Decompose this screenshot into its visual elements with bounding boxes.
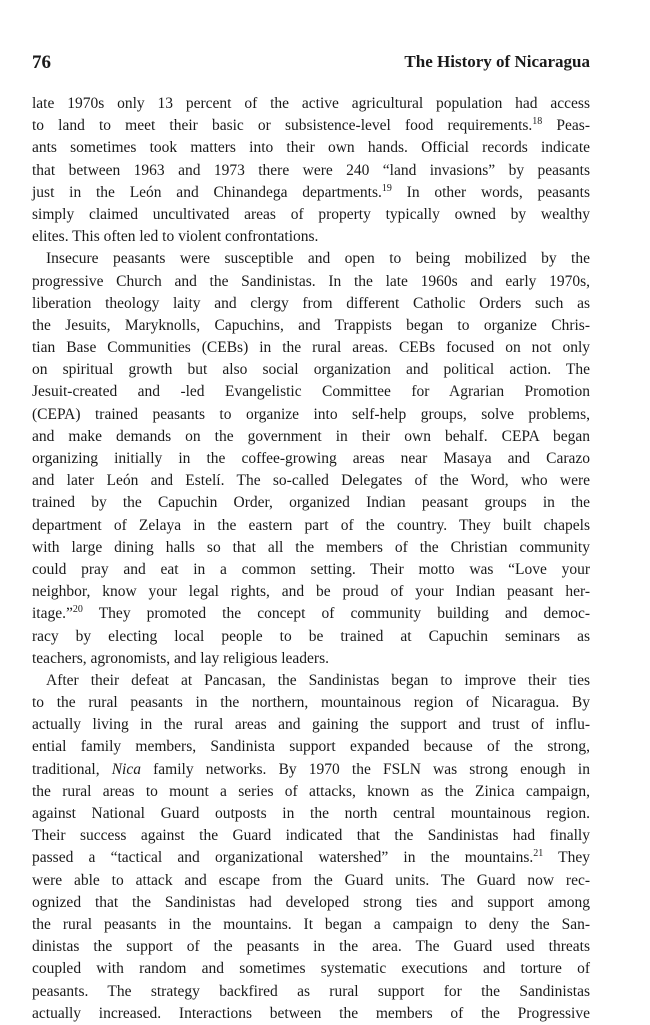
text-line (32, 870, 590, 892)
line-text: neighbor, know your legal rights, and be proud of your Indian peasant her- (32, 583, 590, 601)
line-text: itage.” (32, 605, 73, 623)
text-line (32, 914, 590, 936)
text-line (32, 803, 590, 825)
line-text: trained by the Capuchin Order, organized Indian peasant groups in the (32, 494, 590, 512)
line-text: ants sometimes took matters into their own hands. Official records indicate (32, 139, 590, 157)
line-text: with large dining halls so that all the members of the Christian community (32, 538, 590, 556)
line-text: just in the León and Chinandega departments. (32, 183, 382, 201)
line-text: teachers, agronomists, and lay religious leaders. (32, 649, 329, 667)
line-text: actually increased. Interactions between the members of the Progressive (32, 1004, 590, 1022)
text-line (32, 470, 590, 492)
text-line (32, 182, 590, 204)
text-line (32, 958, 590, 980)
line-text: (CEPA) trained peasants to organize into self-help groups, solve problems, (32, 405, 590, 423)
text-line (32, 271, 590, 293)
text-line (32, 426, 590, 448)
line-text: peasants. The strategy backfired as rural support for the Sandinistas (32, 982, 590, 1000)
line-text-continued: family networks. By 1970 the FSLN was strong enough in (141, 760, 590, 778)
footnote-marker[interactable]: 19 (381, 182, 392, 194)
line-text: the rural areas to mount a series of attacks, known as the Zinica campaign, (32, 782, 590, 800)
text-line (32, 670, 590, 692)
line-text: simply claimed uncultivated areas of property typically owned by wealthy (32, 205, 590, 223)
text-line (32, 293, 590, 315)
text-line (32, 226, 590, 248)
line-text: tian Base Communities (CEBs) in the rural areas. CEBs focused on not only (32, 339, 590, 357)
footnote-marker[interactable]: 20 (72, 604, 83, 616)
line-text-continued: In other words, peasants (391, 183, 590, 201)
text-line (32, 137, 590, 159)
line-text-continued: They (543, 849, 590, 867)
line-text: ential family members, Sandinista support expanded because of the strong, (32, 738, 590, 756)
text-line (32, 337, 590, 359)
line-text: passed a “tactical and organizational watershed” in the mountains. (32, 849, 534, 867)
line-text: elites. This often led to violent confrontations. (32, 228, 319, 246)
footnote-marker[interactable]: 21 (533, 848, 544, 860)
text-line (32, 559, 590, 581)
line-text: were able to attack and escape from the Guard units. The Guard now rec- (32, 871, 590, 889)
line-text: and make demands on the government in their own behalf. CEPA began (32, 427, 590, 445)
text-line (32, 736, 590, 758)
text-line (32, 115, 590, 137)
line-text: and later León and Estelí. The so-called Delegates of the Word, who were (32, 472, 590, 490)
line-text: After their defeat at Pancasan, the Sandinistas began to improve their ties (46, 671, 590, 689)
page-number: 76 (32, 52, 51, 73)
text-line (32, 648, 590, 670)
line-text: Their success against the Guard indicated that the Sandinistas had finally (32, 827, 590, 845)
text-line (32, 603, 590, 625)
text-line (32, 714, 590, 736)
line-text: on spiritual growth but also social organization and political action. The (32, 361, 590, 379)
text-line (32, 537, 590, 559)
text-line (32, 781, 590, 803)
text-line (32, 204, 590, 226)
text-line (32, 759, 590, 781)
line-text: against National Guard outposts in the north central mountainous region. (32, 805, 590, 822)
line-text: ognized that the Sandinistas had developed strong ties and support among (32, 893, 590, 911)
text-line (32, 936, 590, 958)
line-text: to the rural peasants in the northern, mountainous region of Nicaragua. By (32, 694, 590, 712)
line-text: coupled with random and sometimes systematic executions and torture of (32, 960, 590, 978)
text-line (32, 981, 590, 1003)
line-text: Insecure peasants were susceptible and open to being mobilized by the (46, 250, 590, 268)
line-text: traditional, (32, 760, 112, 778)
line-text: the rural peasants in the mountains. It began a campaign to deny the San- (32, 915, 590, 933)
line-text: the Jesuits, Maryknolls, Capuchins, and Trappists began to organize Chris- (32, 316, 590, 334)
line-text: racy by electing local people to be trained at Capuchin seminars as (32, 627, 590, 645)
page-header (32, 52, 590, 74)
text-line (32, 492, 590, 514)
text-line (32, 315, 590, 337)
line-text: that between 1963 and 1973 there were 240 “land invasions” by peasants (32, 161, 590, 179)
text-line (32, 448, 590, 470)
line-text: actually living in the rural areas and gaining the support and trust of influ- (32, 716, 590, 734)
text-line (32, 692, 590, 714)
footnote-marker[interactable]: 18 (532, 116, 543, 128)
text-line (32, 160, 590, 182)
line-text: late 1970s only 13 percent of the active agricultural population had access (32, 95, 590, 112)
text-line (32, 515, 590, 537)
text-line (32, 581, 590, 603)
line-text: Jesuit-created and -led Evangelistic Committee for Agrarian Promotion (32, 383, 590, 401)
text-line (32, 248, 590, 270)
text-line (32, 359, 590, 381)
line-text: liberation theology laity and clergy from different Catholic Orders such as (32, 294, 590, 312)
text-line (32, 892, 590, 914)
text-line (32, 626, 590, 648)
line-text-continued: Peas- (542, 117, 590, 135)
line-text: progressive Church and the Sandinistas. In the late 1960s and early 1970s, (32, 272, 590, 290)
line-text: dinistas the support of the peasants in the area. The Guard used threats (32, 938, 590, 956)
text-line (32, 825, 590, 847)
italic-text: Nica (111, 760, 141, 778)
line-text: to land to meet their basic or subsistence-level food requirements. (32, 117, 533, 135)
line-text: organizing initially in the coffee-growing areas near Masaya and Carazo (32, 450, 590, 467)
text-line (32, 381, 590, 403)
body-text (32, 93, 590, 1025)
text-line (32, 93, 590, 115)
line-text-continued: They promoted the concept of community building and democ- (82, 605, 590, 623)
text-line (32, 404, 590, 426)
line-text: department of Zelaya in the eastern part of the country. They built chapels (32, 516, 590, 534)
text-line (32, 1003, 590, 1025)
text-line (32, 847, 590, 869)
line-text: could pray and eat in a common setting. Their motto was “Love your (32, 560, 590, 578)
running-head: The History of Nicaragua (404, 52, 590, 71)
